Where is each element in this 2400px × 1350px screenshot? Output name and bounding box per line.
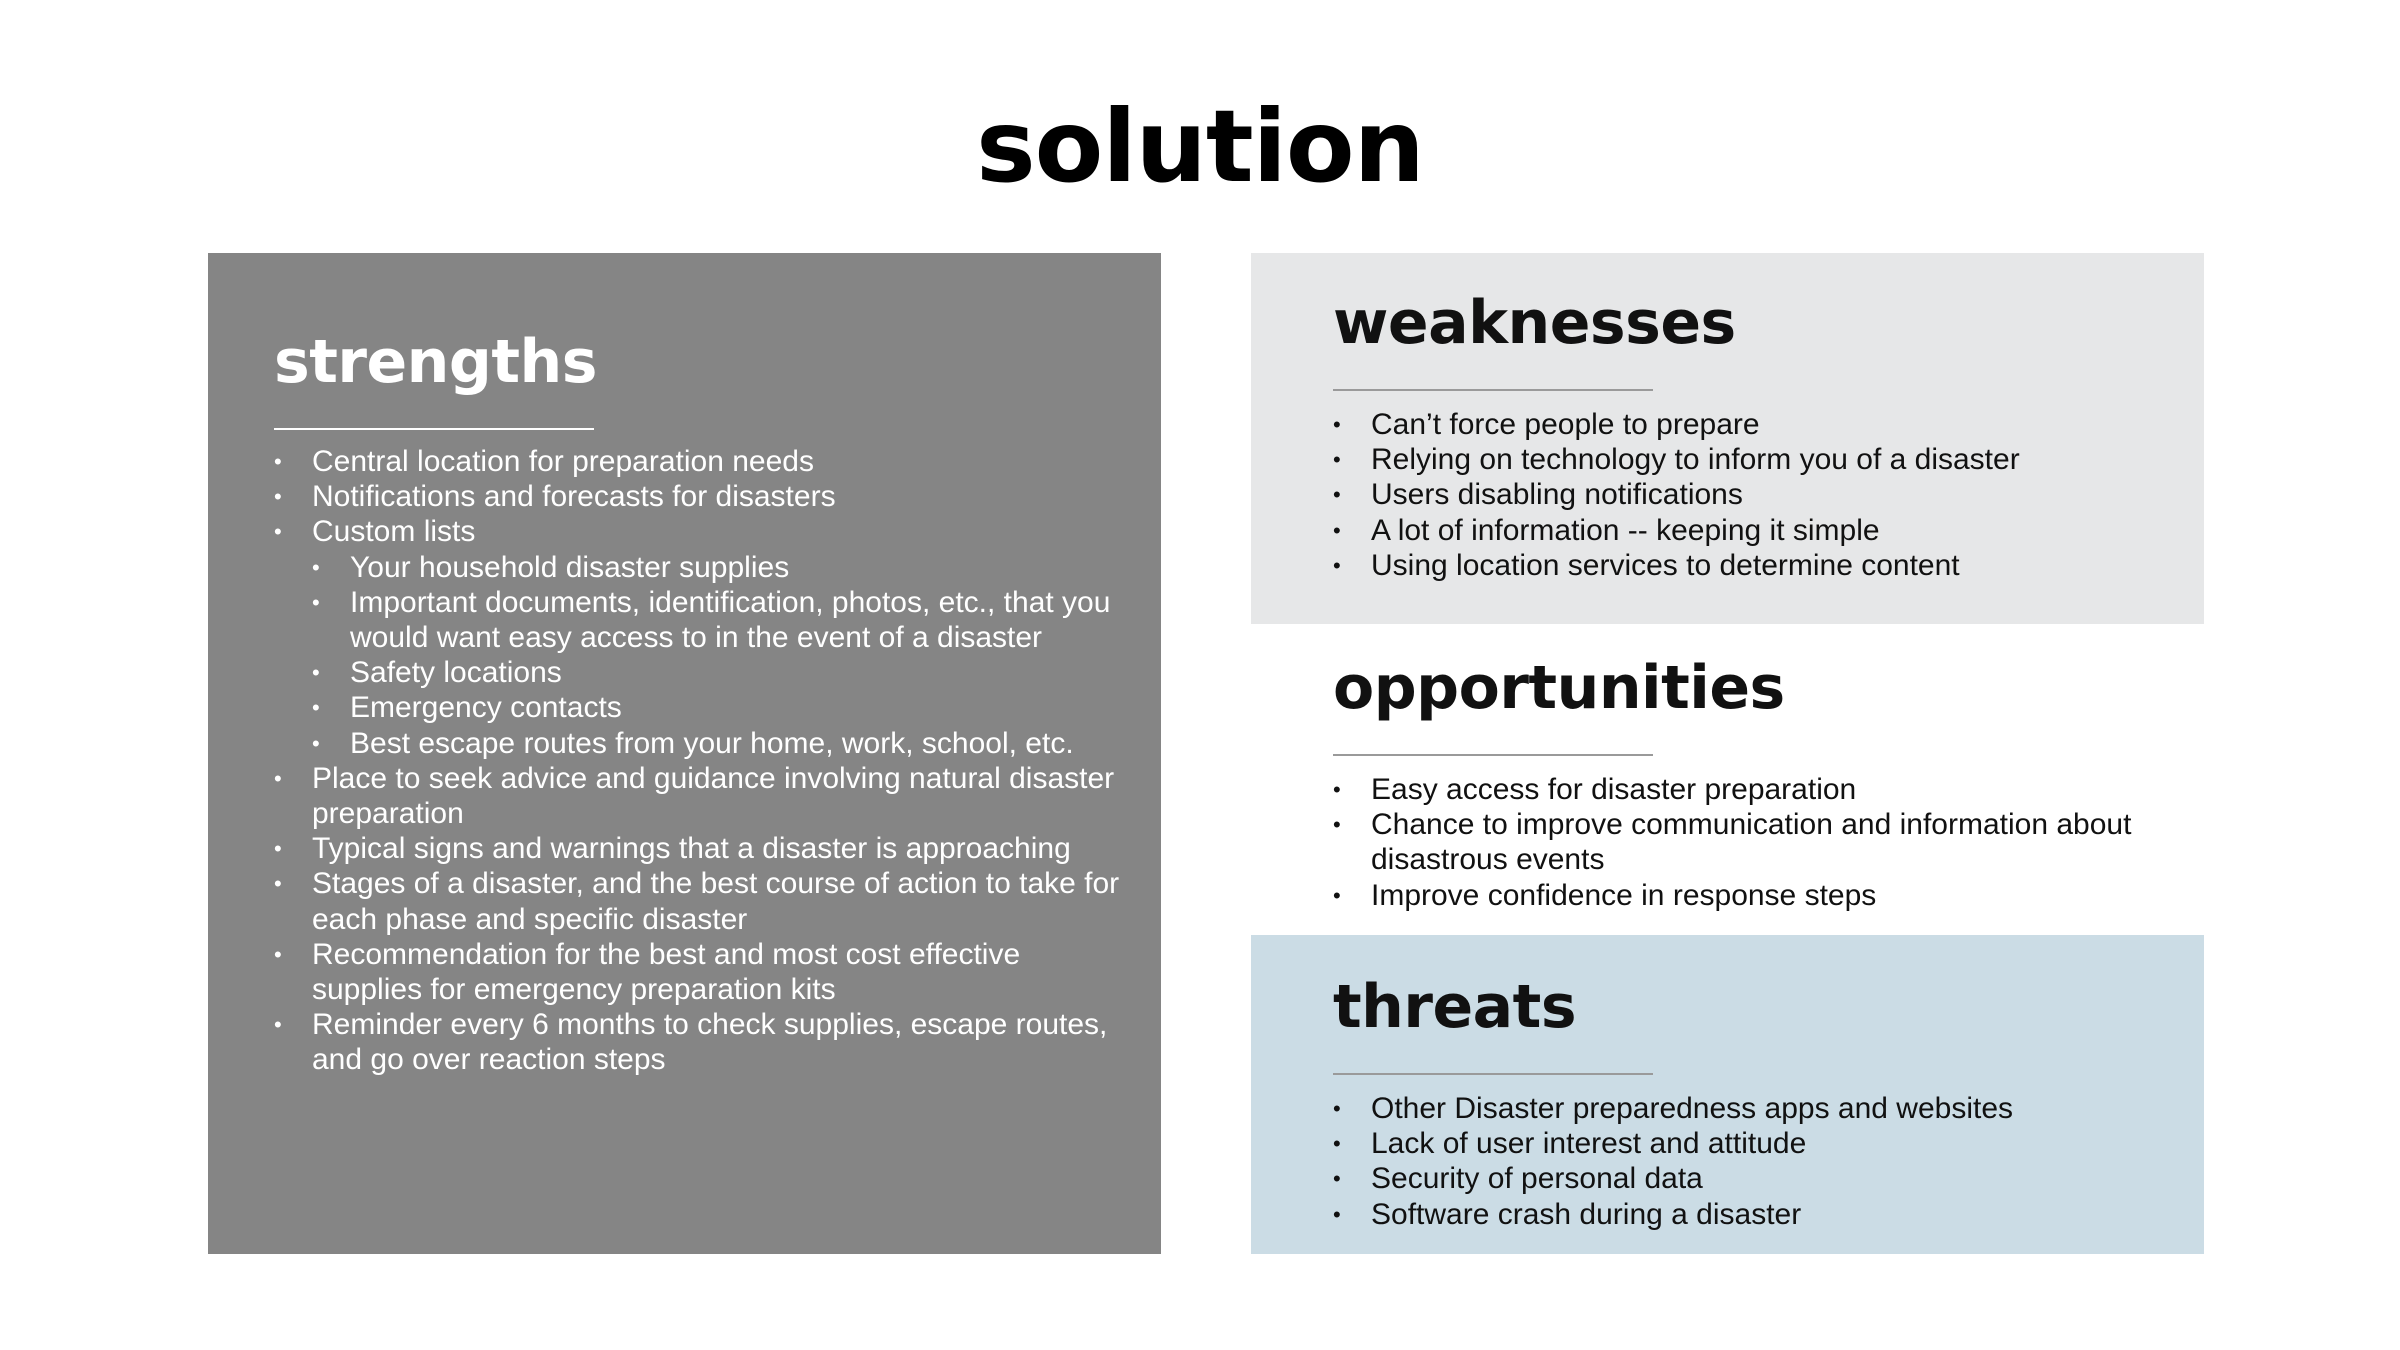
- list-item: • Recommendation for the best and most cost effective supplies for emergency preparation kits: [274, 937, 1121, 1007]
- list-item: • Other Disaster preparedness apps and websites: [1333, 1091, 2164, 1126]
- sub-list-item: • Important documents, identification, photos, etc., that you would want easy access to in the event of a disaster: [312, 585, 1121, 655]
- list-item: • Can’t force people to prepare: [1333, 407, 2164, 442]
- list-item-label: Custom lists: [312, 515, 476, 549]
- list-item: [274, 514, 1121, 760]
- sub-list-item: • Best escape routes from your home, work, school, etc.: [312, 726, 1121, 761]
- list-item: • Security of personal data: [1333, 1161, 2164, 1196]
- list-item: • Place to seek advice and guidance involving natural disaster preparation: [274, 761, 1121, 831]
- threats-divider: [1333, 1073, 1653, 1075]
- sub-list-item: • Safety locations: [312, 655, 1121, 690]
- page-title: solution: [976, 88, 1424, 205]
- list-item: • Central location for preparation needs: [274, 444, 1121, 479]
- list-item: • Notifications and forecasts for disasters: [274, 479, 1121, 514]
- weaknesses-panel: [1251, 253, 2204, 624]
- strengths-list: [274, 444, 1121, 1078]
- sub-list-item: • Your household disaster supplies: [312, 550, 1121, 585]
- list-item: • Relying on technology to inform you of a disaster: [1333, 442, 2164, 477]
- strengths-panel: [208, 253, 1161, 1254]
- weaknesses-heading: weaknesses: [1333, 288, 1736, 358]
- list-item: • Easy access for disaster preparation: [1333, 772, 2164, 807]
- strengths-divider: [274, 428, 594, 430]
- list-item: • Reminder every 6 months to check supplies, escape routes, and go over reaction steps: [274, 1007, 1121, 1077]
- list-item: • Typical signs and warnings that a disaster is approaching: [274, 831, 1121, 866]
- list-item: • Software crash during a disaster: [1333, 1197, 2164, 1232]
- weaknesses-divider: [1333, 389, 1653, 391]
- strengths-heading: strengths: [274, 327, 597, 397]
- list-item: • Chance to improve communication and information about disastrous events: [1333, 807, 2164, 877]
- opportunities-list: [1333, 772, 2164, 913]
- threats-panel: [1251, 935, 2204, 1254]
- list-item: • Users disabling notifications: [1333, 477, 2164, 512]
- opportunities-divider: [1333, 754, 1653, 756]
- opportunities-heading: opportunities: [1333, 653, 1785, 723]
- threats-heading: threats: [1333, 972, 1577, 1042]
- list-item: • Improve confidence in response steps: [1333, 878, 2164, 913]
- custom-lists-sublist: [312, 550, 1121, 761]
- list-item: • Stages of a disaster, and the best course of action to take for each phase and specific disaster: [274, 866, 1121, 936]
- list-item: • Using location services to determine content: [1333, 548, 2164, 583]
- weaknesses-list: [1333, 407, 2164, 583]
- list-item: • A lot of information -- keeping it simple: [1333, 513, 2164, 548]
- threats-list: [1333, 1091, 2164, 1232]
- sub-list-item: • Emergency contacts: [312, 690, 1121, 725]
- opportunities-panel: [1251, 624, 2204, 935]
- list-item: • Lack of user interest and attitude: [1333, 1126, 2164, 1161]
